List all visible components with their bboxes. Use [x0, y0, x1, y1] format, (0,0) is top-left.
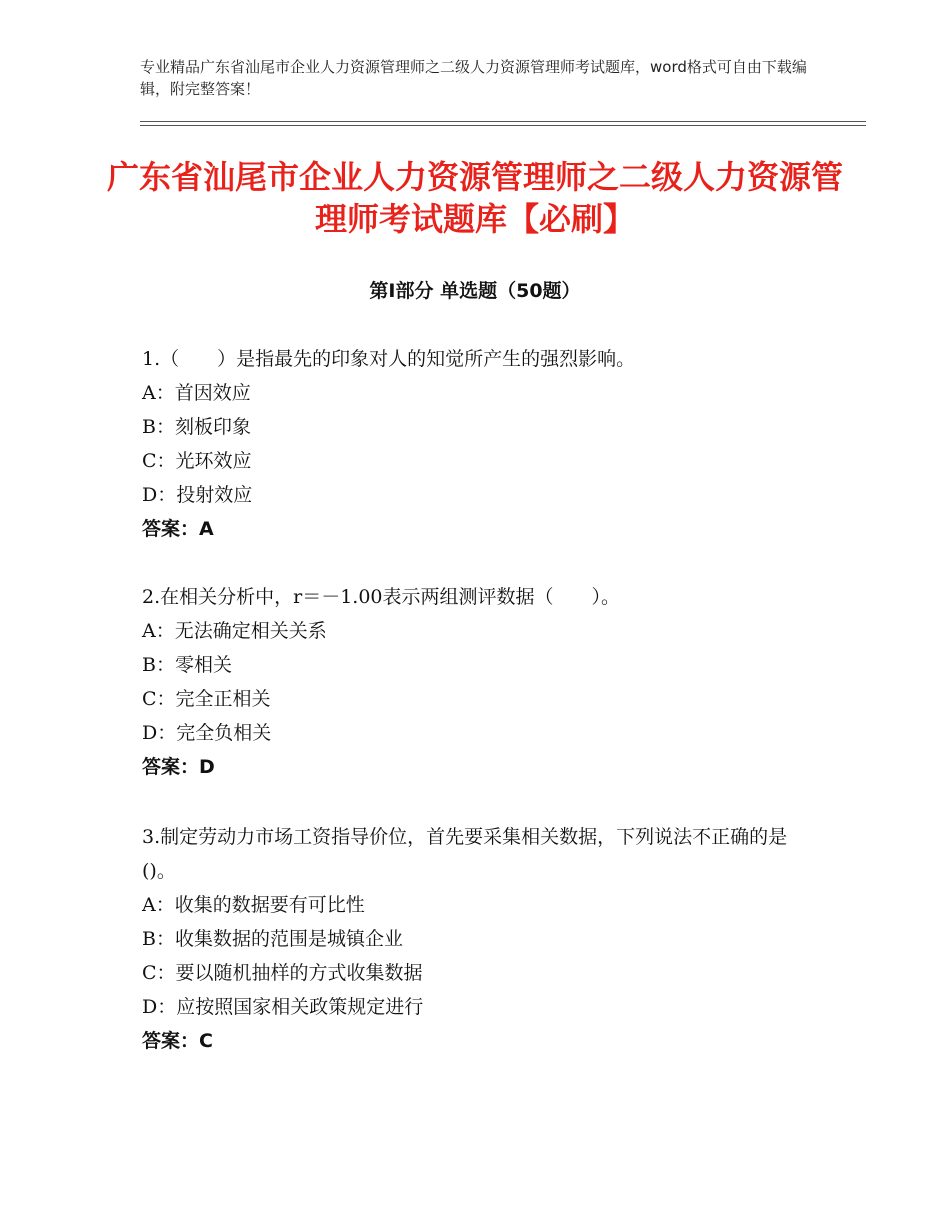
option-a: A：首因效应 [142, 382, 251, 404]
option-d: D：完全负相关 [142, 722, 272, 744]
answer-label: 答案：C [142, 1030, 213, 1052]
question-stem: 3.制定劳动力市场工资指导价位，首先要采集相关数据，下列说法不正确的是()。 [142, 826, 788, 882]
question-stem: 1.（ ）是指最先的印象对人的知觉所产生的强烈影响。 [142, 348, 636, 370]
option-b: B：收集数据的范围是城镇企业 [142, 928, 403, 950]
option-c: C：要以随机抽样的方式收集数据 [142, 962, 423, 984]
section-heading: 第Ⅰ部分 单选题（50题） [369, 280, 581, 302]
header-rule-thick [140, 121, 866, 122]
question-stem: 2.在相关分析中，r＝－1.00表示两组测评数据（ ）。 [142, 586, 621, 608]
question-3 [142, 820, 822, 1058]
option-c: C：光环效应 [142, 450, 252, 472]
option-b: B：零相关 [142, 654, 232, 676]
document-title: 广东省汕尾市企业人力资源管理师之二级人力资源管理师考试题库【必刷】 [106, 158, 843, 238]
question-2 [142, 580, 822, 784]
option-a: A：无法确定相关关系 [142, 620, 327, 642]
option-d: D：投射效应 [142, 484, 253, 506]
header-rule-thin [140, 125, 866, 126]
header-note: 专业精品广东省汕尾市企业人力资源管理师之二级人力资源管理师考试题库，word格式可自由下载编辑，附完整答案！ [140, 58, 807, 98]
option-c: C：完全正相关 [142, 688, 271, 710]
option-b: B：刻板印象 [142, 416, 251, 438]
answer-label: 答案：A [142, 518, 214, 540]
option-d: D：应按照国家相关政策规定进行 [142, 996, 424, 1018]
question-1 [142, 342, 822, 546]
answer-label: 答案：D [142, 756, 215, 778]
option-a: A：收集的数据要有可比性 [142, 894, 365, 916]
